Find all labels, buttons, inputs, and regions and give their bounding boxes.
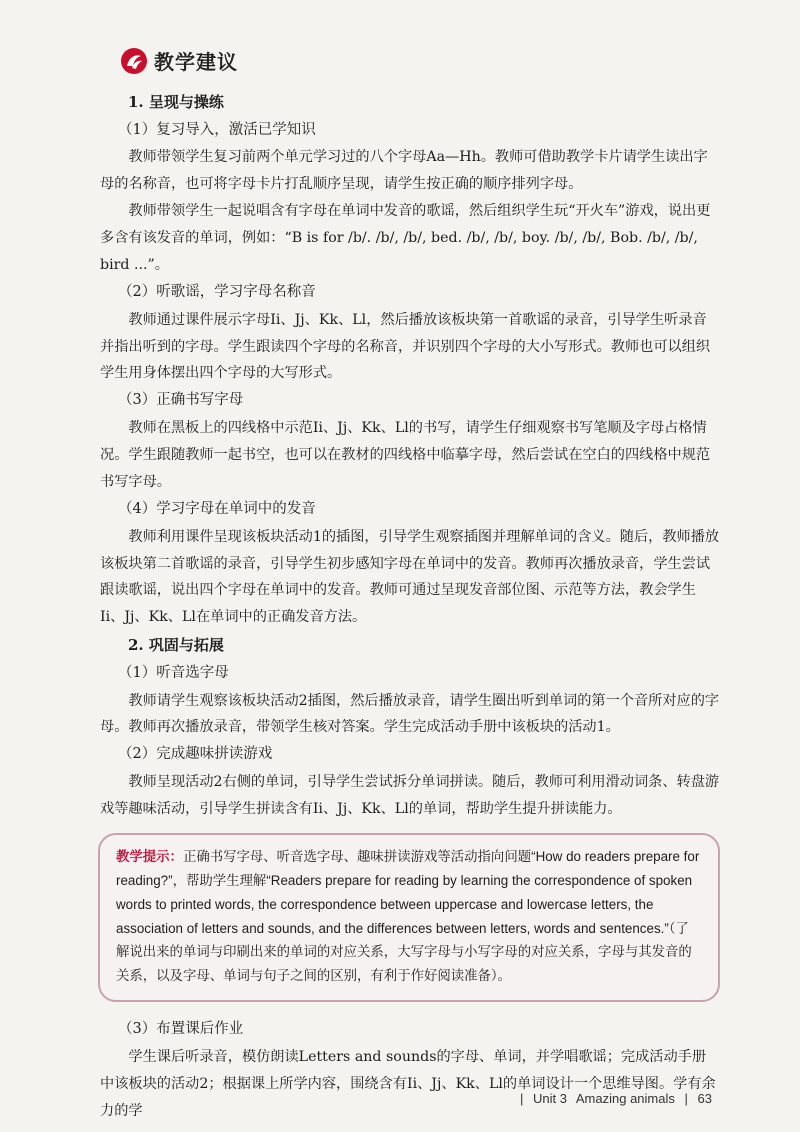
paragraph-1-4: 教师利用课件呈现该板块活动1的插图，引导学生观察插图并理解单词的含义。随后，教师播放该板块第二首歌谣的录音，引导学生初步感知字母在单词中的发音。教师再次播放录音，学生尝试跟读歌谣，说出四个字母在单词中的发音。教师可通过呈现发音部位图、示范等方法，教会学生Ii、Jj、Kk、Ll在单词中的正确发音方法。: [100, 528, 720, 626]
footer-separator: |: [684, 1091, 688, 1106]
paragraph-2-2: 教师呈现活动2右侧的单词，引导学生尝试拆分单词拼读。随后，教师可利用滑动词条、转盘游戏等趣味活动，引导学生拼读含有Ii、Jj、Kk、Ll的单词，帮助学生提升拼读能力。: [100, 774, 720, 817]
footer-unit-title: Amazing animals: [575, 1091, 675, 1106]
subsection-2-1-title: （1）听音选字母: [118, 664, 229, 681]
paragraph-1-1-a: 教师带领学生复习前两个单元学习过的八个字母Aa—Hh。教师可借助教学卡片请学生读出字母的名称音，也可将字母卡片打乱顺序呈现，请学生按正确的顺序排列字母。: [100, 149, 708, 193]
subsection-1-3-title: （3）正确书写字母: [118, 392, 244, 409]
paragraph-1-3: 教师在黑板上的四线格中示范Ii、Jj、Kk、Ll的书写，请学生仔细观察书写笔顺及字母占格情况。学生跟随教师一起书空，也可以在教材的四线格中临摹字母，然后尝试在空白的四线格中规范书写字母。: [100, 420, 711, 490]
page-footer: [520, 1091, 718, 1106]
subsection-2-2-title: （2）完成趣味拼读游戏: [118, 746, 273, 763]
red-swirl-logo-icon: [120, 47, 148, 75]
footer-unit: Unit 3: [533, 1091, 567, 1106]
paragraph-1-2: 教师通过课件展示字母Ii、Jj、Kk、Ll，然后播放该板块第一首歌谣的录音，引导学生听录音并指出听到的字母。学生跟读四个字母的名称音，并识别四个字母的大小写形式。教师也可以组织学生用身体摆出四个字母的大写形式。: [100, 311, 711, 382]
paragraph-2-3: 学生课后听录音，模仿朗读Letters and sounds的字母、单词，并学唱歌谣；完成活动手册中该板块的活动2；根据课上所学内容，围绕含有Ii、Jj、Kk、Ll的单词设计一个思维导图。学有余力的学: [100, 1048, 716, 1119]
subsection-2-3-title: （3）布置课后作业: [118, 1021, 244, 1038]
subsection-1-1-title: （1）复习导入，激活已学知识: [118, 121, 316, 138]
teaching-tip-box: [98, 833, 720, 1002]
main-content: [100, 88, 720, 1125]
paragraph-2-1: 教师请学生观察该板块活动2插图，然后播放录音，请学生圈出听到单词的第一个音所对应的字母。教师再次播放录音，带领学生核对答案。学生完成活动手册中该板块的活动1。: [100, 692, 720, 736]
header-title: 教学建议: [154, 50, 238, 74]
subsection-1-4-title: （4）学习字母在单词中的发音: [118, 500, 316, 517]
paragraph-1-1-b: 教师带领学生一起说唱含有字母在单词中发音的歌谣，然后组织学生玩“开火车”游戏，说出更多含有该发音的单词，例如：“B is for /b/. /b/, /b/, bed. /b/, /b/, boy. /b/, /b/, Bob. /b/, /b/, bird ...”。: [100, 203, 711, 273]
section-1-title: 1. 呈现与操练: [128, 93, 224, 111]
section-header: [120, 46, 238, 75]
page-number: 63: [697, 1091, 712, 1106]
section-2-title: 2. 巩固与拓展: [128, 636, 224, 655]
tip-text: 正确书写字母、听音选字母、趣味拼读游戏等活动指向问题“How do readers prepare for reading?”，帮助学生理解“Readers prepare for reading by learning the correspondence of spoken words to printed words, the correspondence between uppercase and lowercase letters, the association of letters and sounds, and the differences between letters, words and sentences.”（了解说出来的单词与印刷出来的单词的对应关系，大写字母与小写字母的对应关系，字母与其发音的关系，以及字母、单词与句子之间的区别，有利于作好阅读准备）。: [116, 848, 700, 984]
footer-separator: |: [520, 1091, 524, 1106]
subsection-1-2-title: （2）听歌谣，学习字母名称音: [118, 283, 316, 300]
tip-label: 教学提示：: [116, 848, 183, 864]
